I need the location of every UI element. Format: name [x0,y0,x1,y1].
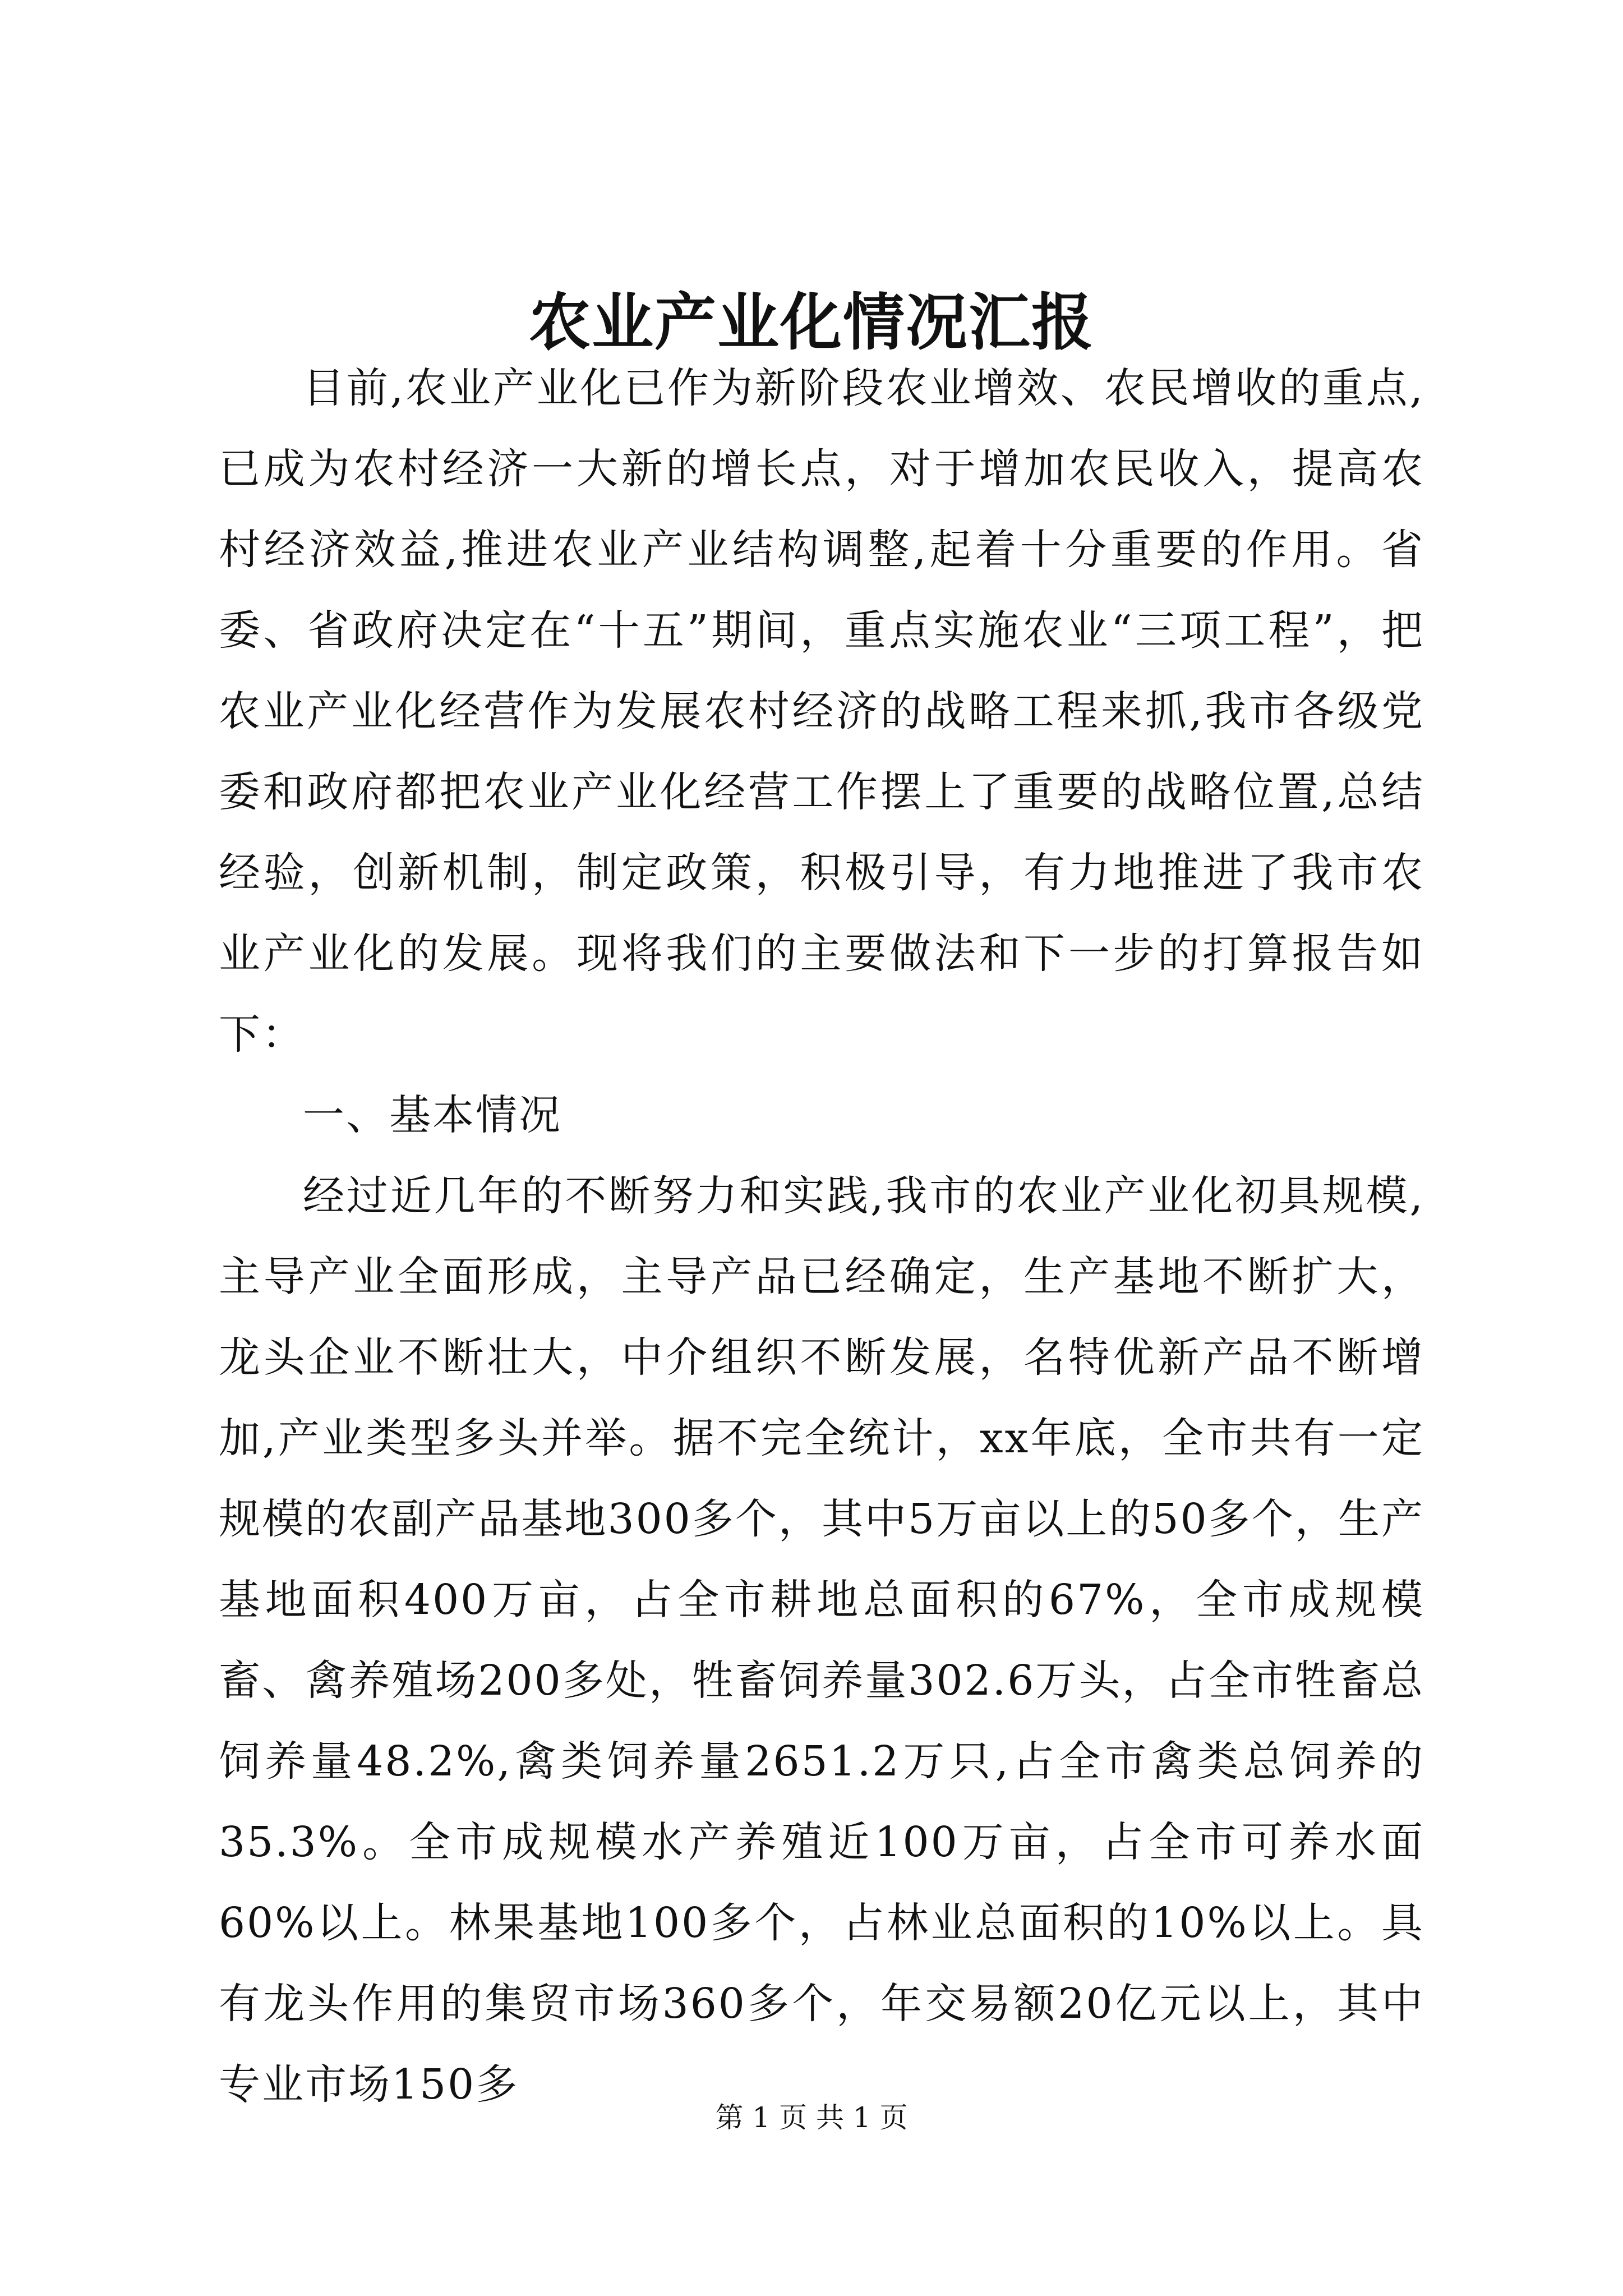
section-heading-basic-situation: 一、基本情况 [303,1091,562,1139]
document-body [219,348,1424,2125]
page-footer: 第 1 页 共 1 页 [715,2101,908,2134]
paragraph-basic-situation: 经过近几年的不断努力和实践,我市的农业产业化初具规模,主导产业全面形成，主导产品已经确定，生产基地不断扩大，龙头企业不断壮大，中介组织不断发展，名特优新产品不断增加,产业类型多头并举。据不完全统计，xx年底，全市共有一定规模的农副产品基地300多个，其中5万亩以上的50多个，生产基地面积400万亩，占全市耕地总面积的67%，全市成规模畜、禽养殖场200多处，牲畜饲养量302.6万头，占全市牲畜总饲养量48.2%,禽类饲养量2651.2万只,占全市禽类总饲养的35.3%。全市成规模水产养殖近100万亩，占全市可养水面60%以上。林果基地100多个，占林业总面积的10%以上。具有龙头作用的集贸市场360多个，年交易额20亿元以上，其中专业市场150多 [219,1172,1424,2109]
document-title: 农业产业化情况汇报 [529,286,1094,358]
paragraph-intro: 目前,农业产业化已作为新阶段农业增效、农民增收的重点,已成为农村经济一大新的增长点，对于增加农民收入，提高农村经济效益,推进农业产业结构调整,起着十分重要的作用。省委、省政府决定在“十五”期间，重点实施农业“三项工程”，把农业产业化经营作为发展农村经济的战略工程来抓,我市各级党委和政府都把农业产业化经营工作摆上了重要的战略位置,总结经验，创新机制，制定政策，积极引导，有力地推进了我市农业产业化的发展。现将我们的主要做法和下一步的打算报告如下： [219,364,1424,1059]
